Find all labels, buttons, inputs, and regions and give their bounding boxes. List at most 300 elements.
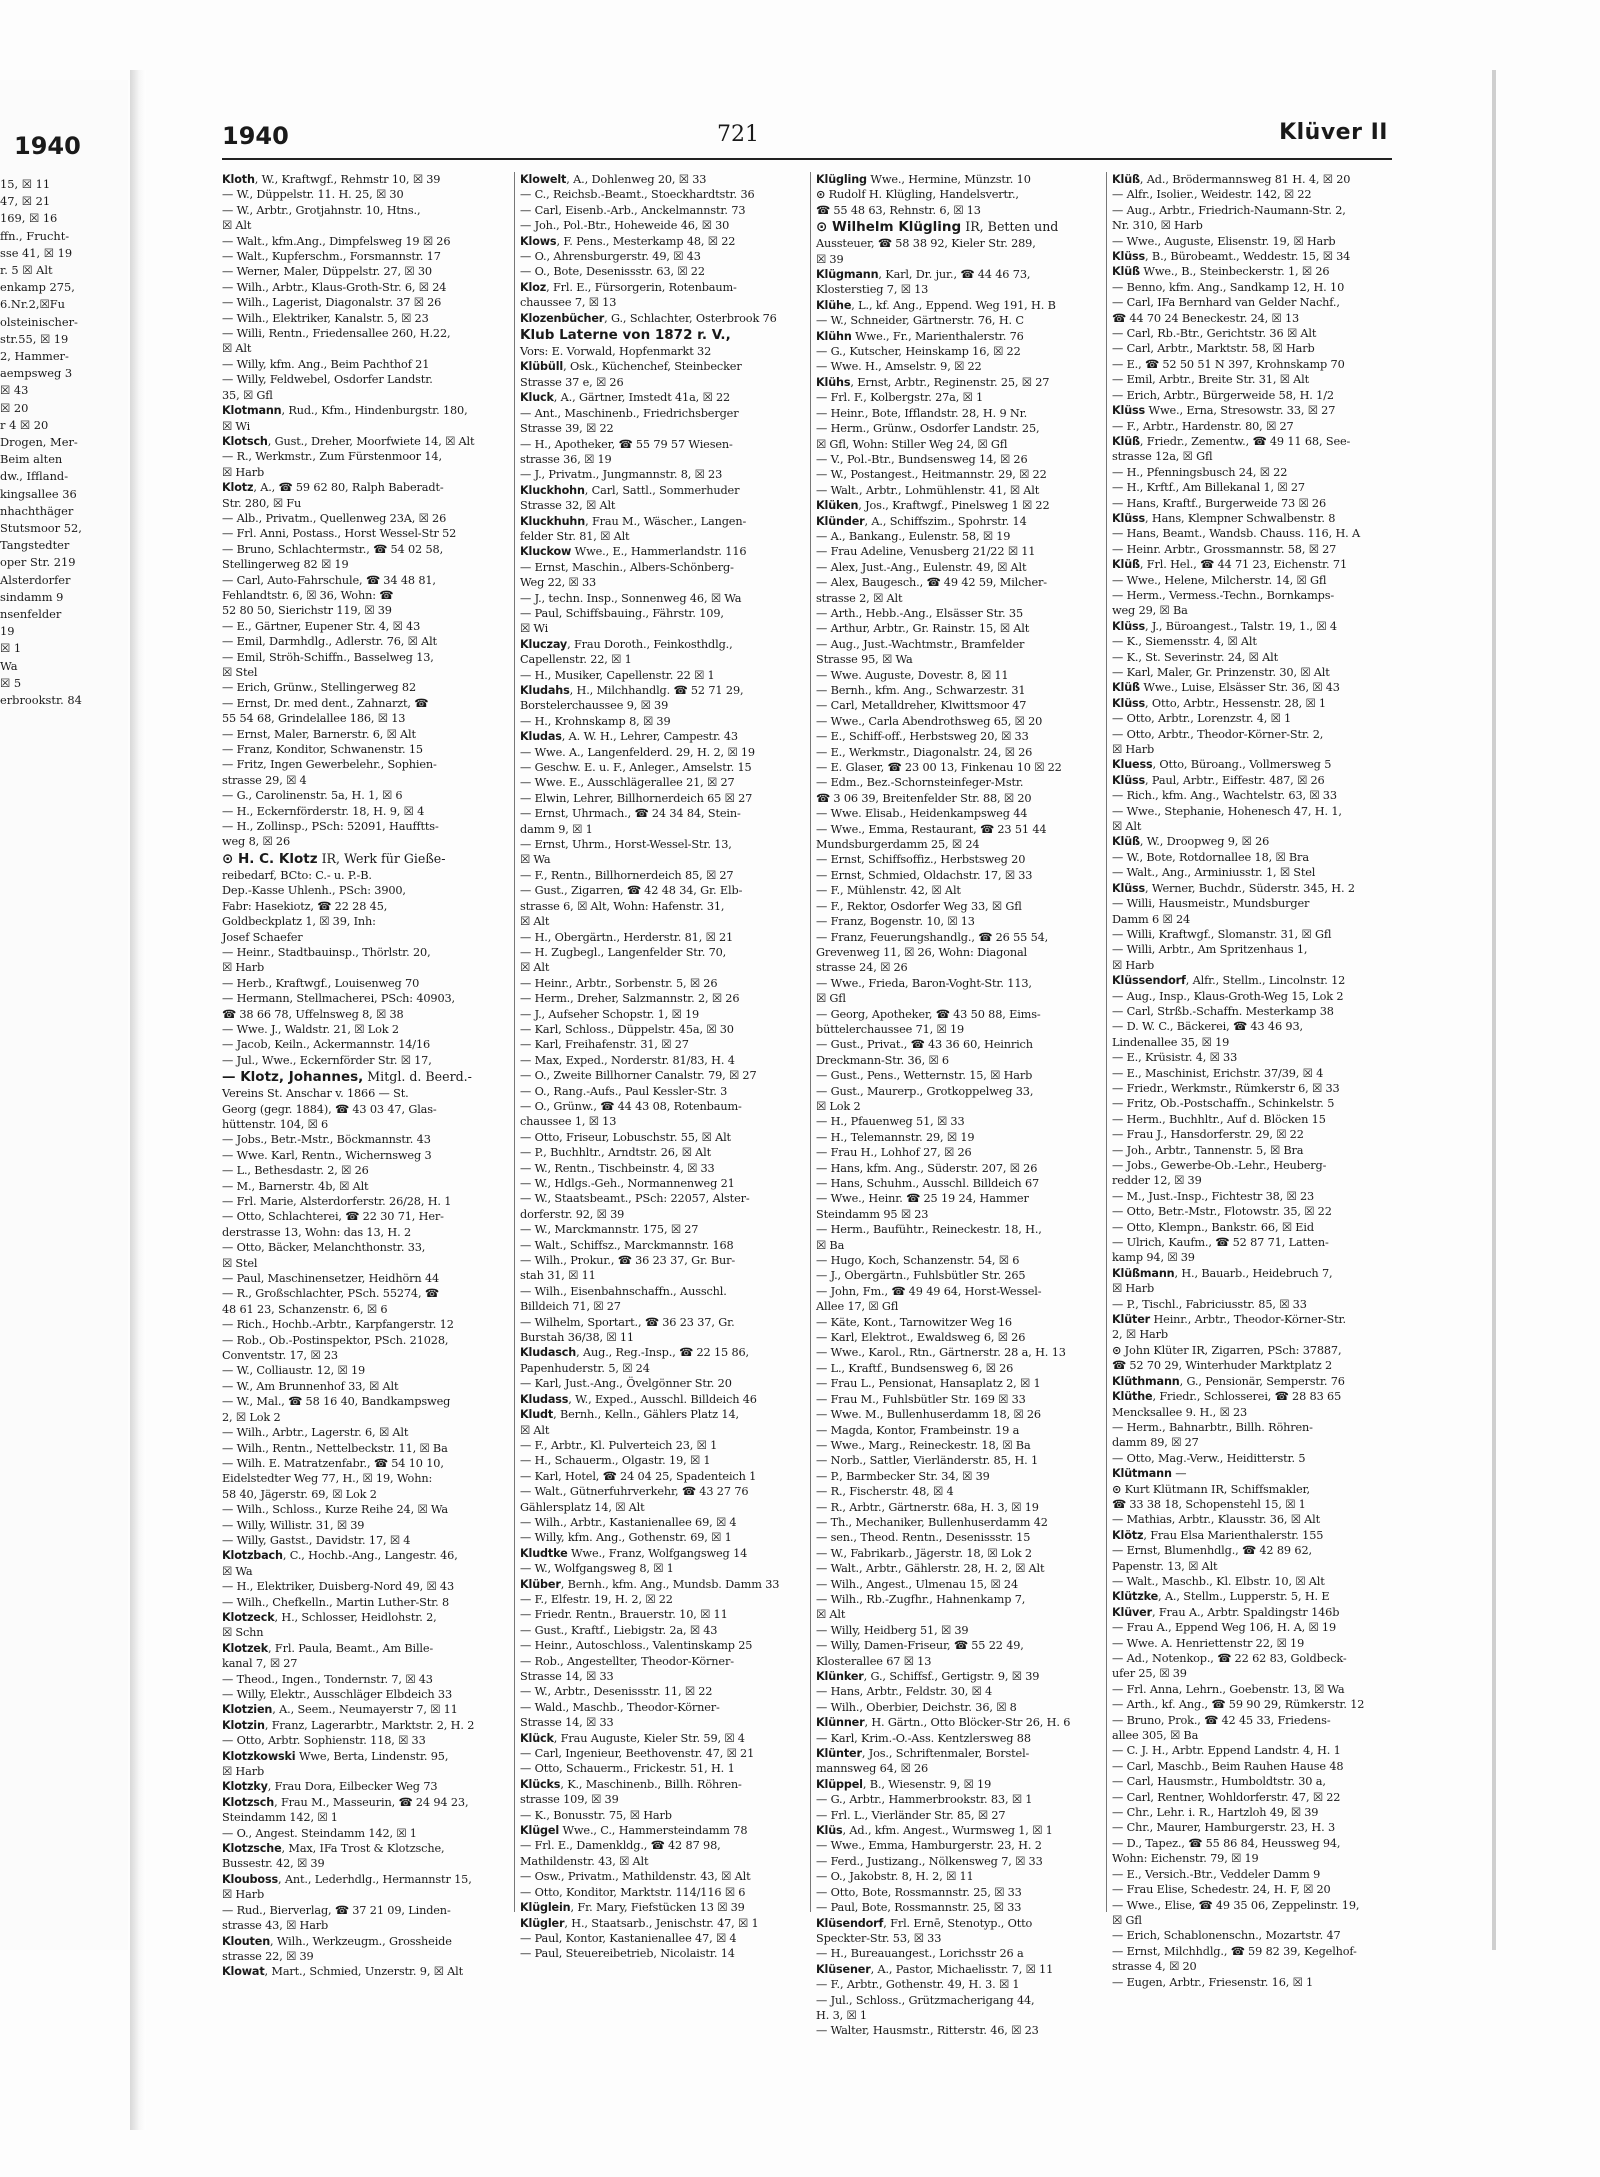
directory-entry [1112,881,1398,896]
directory-entry [222,1179,508,1194]
entry-details: , Frau M., Masseurin, ☎ 24 94 23, [274,1795,469,1809]
directory-entry [222,727,508,742]
entry-surname: ⊙ Wilhelm Klügling [816,219,962,236]
entry-details: Wwe., E., Hammerlandstr. 116 [571,545,747,559]
directory-entry [520,1407,806,1422]
entry-details: 58 40, Jägerstr. 69, ☒ Lok 2 [222,1487,377,1501]
entry-details: — Joh., Arbtr., Tannenstr. 5, ☒ Bra [1112,1143,1304,1157]
entry-details: 2, ☒ Lok 2 [222,1410,281,1424]
entry-details: ☒ Alt [222,219,252,233]
entry-surname: Klowat [222,1965,265,1979]
entry-details: — Alex, Baugesch., ☎ 49 42 59, Milcher- [816,576,1047,590]
entry-surname: Klück [520,1731,554,1745]
entry-details: — Aug., Arbtr., Friedrich-Naumann-Str. 2, [1112,203,1346,217]
entry-details: — Käte, Kont., Tarnowitzer Weg 16 [816,1315,1012,1329]
directory-entry [1112,742,1398,757]
directory-entry [1112,1019,1398,1034]
entry-surname: Klüss [1112,773,1146,787]
entry-details: Strasse 39, ☒ 22 [520,422,614,436]
directory-entry [816,1931,1102,1946]
entry-details: — Wwe., Carla Abendrothsweg 65, ☒ 20 [816,714,1043,728]
directory-entry [520,514,806,529]
entry-details: — Otto, Arbtr. Sophienstr. 118, ☒ 33 [222,1734,426,1748]
entry-details: Weg 22, ☒ 33 [520,576,597,590]
directory-entry [520,1869,806,1884]
entry-details: , Frau M., Wäscher., Langen- [585,514,747,528]
column-divider [514,172,515,1912]
entry-details: , G., Schiffsf., Gertigstr. 9, ☒ 39 [863,1670,1040,1683]
entry-details: — C. J. H., Arbtr. Eppend Landstr. 4, H. 1 [1112,1744,1341,1758]
directory-entry [1112,788,1398,803]
directory-entry [816,1916,1102,1931]
entry-details: , W., Kraftwgf., Rehmstr 10, ☒ 39 [254,173,441,186]
directory-entry [222,1379,508,1394]
entry-details: , L., kf. Ang., Eppend. Weg 191, H. B [851,298,1056,312]
directory-entry [816,452,1102,467]
entry-details: — D. W. C., Bäckerei, ☎ 43 46 93, [1112,1020,1303,1034]
directory-entry [1112,1867,1398,1882]
directory-entry [520,234,806,249]
entry-details: — W., Marckmannstr. 175, ☒ 27 [520,1223,699,1237]
entry-details: — Franz, Bogenstr. 10, ☒ 13 [816,915,975,929]
entry-surname: Klötz [1112,1528,1144,1542]
entry-details: , Frau Doroth., Feinkosthdlg., [567,637,733,651]
entry-surname: Klüthmann [1112,1374,1180,1388]
entry-details: Wwe., Erna, Stresowstr. 33, ☒ 27 [1145,404,1336,418]
entry-details: Strasse 14, ☒ 33 [520,1716,614,1730]
directory-entry [1112,1898,1398,1913]
directory-entry [816,1638,1102,1653]
directory-entry [816,1854,1102,1869]
entry-surname: Klüber [520,1577,561,1591]
entry-details: ☒ Alt [520,915,550,929]
entry-details: — Carl, Rentner, Wohldorferstr. 47, ☒ 22 [1112,1790,1341,1804]
entry-details: chaussee 7, ☒ 13 [520,296,617,310]
directory-entry [816,529,1102,544]
directory-entry [1112,1004,1398,1019]
directory-entry [222,1240,508,1255]
entry-details: , Frl. E., Fürsorgerin, Rotenbaum- [546,280,737,294]
entry-details: — Wald., Maschb., Theodor-Körner- [520,1700,720,1714]
directory-entry [1112,1497,1398,1512]
directory-entry [222,1610,508,1625]
directory-entry [520,775,806,790]
directory-entry [222,1887,508,1902]
entry-details: — Franz, Feuerungshandlg., ☎ 26 55 54, [816,930,1049,944]
entry-details: — Herm., Bahnarbtr., Billh. Röhren- [1112,1420,1313,1434]
entry-details: , Ant., Lederhdlg., Hermannstr 15, [277,1872,472,1886]
entry-details: — G., Carolinenstr. 5a, H. 1, ☒ 6 [222,789,403,803]
entry-surname: Kluckhohn [520,483,585,497]
directory-entry [520,991,806,1006]
entry-details: — H., Telemannstr. 29, ☒ 19 [816,1130,975,1144]
entry-details: , Frau Dora, Eilbecker Weg 73 [267,1780,438,1794]
entry-details: — Arth., Hebb.-Ang., Elsässer Str. 35 [816,606,1023,620]
entry-details: — Hermann, Stellmacherei, PSch: 40903, [222,992,455,1006]
entry-details: — Carl, Auto-Fahrschule, ☎ 34 48 81, [222,573,436,587]
directory-entry [222,1363,508,1378]
directory-entry [222,1518,508,1533]
entry-details: — H., Zollinsp., PSch: 52091, Haufftts- [222,820,439,834]
directory-entry [1112,1728,1398,1743]
entry-details: — W., Düppelstr. 11. H. 25, ☒ 30 [222,188,404,202]
directory-entry [222,1502,508,1517]
entry-details: , K., Maschinenb., Billh. Röhren- [560,1777,742,1791]
entry-details: IR, Betten und [961,219,1059,235]
entry-details: — Otto, Betr.-Mstr., Flotowstr. 35, ☒ 22 [1112,1205,1332,1219]
entry-details: ☒ Harb [1112,1282,1155,1296]
directory-entry [520,1238,806,1253]
facing-page-line: nhachthäger [0,503,74,518]
entry-columns [222,172,1392,2038]
entry-details: , Mart., Schmied, Unzerstr. 9, ☒ Alt [264,1965,464,1979]
entry-details: John Klüter IR, Zigarren, PSch: 37887, [1121,1343,1342,1357]
directory-entry [222,1037,508,1052]
directory-entry [222,1471,508,1486]
entry-details: — H., Apotheker, ☎ 55 79 57 Wiesen- [520,437,733,451]
directory-entry [520,822,806,837]
entry-surname: Klotz [222,481,254,495]
directory-entry [520,1931,806,1946]
entry-surname: Klüss [1112,511,1146,525]
directory-entry [520,344,806,359]
entry-details: — Chr., Maurer, Hamburgerstr. 23, H. 3 [1112,1821,1336,1835]
entry-details: — Paul, Schiffsbauing., Fährstr. 109, [520,606,724,620]
directory-entry [816,698,1102,713]
directory-entry [222,1702,508,1717]
directory-entry [222,480,508,495]
entry-details: , Karl, Dr. jur., ☎ 44 46 73, [878,268,1031,282]
entry-details: — Herm., Baufühtr., Reineckestr. 18, H., [816,1223,1042,1237]
directory-entry [520,914,806,929]
entry-details: ☒ Alt [520,1423,550,1437]
directory-entry [520,575,806,590]
entry-details: ☒ Ba [816,1238,845,1252]
directory-entry [520,1885,806,1900]
directory-entry [222,711,508,726]
entry-details: — H., Eckernförderstr. 18, H. 9, ☒ 4 [222,804,425,818]
entry-details: , H., Milchhandlg. ☎ 52 71 29, [569,684,744,697]
directory-entry [222,1934,508,1949]
entry-details: Dreckmann-Str. 36, ☒ 6 [816,1053,949,1067]
directory-entry [222,542,508,557]
directory-entry [222,650,508,665]
entry-details: Wwe., B., Steinbeckerstr. 1, ☒ 26 [1139,265,1330,279]
entry-details: — Walter, Hausmstr., Ritterstr. 46, ☒ 23 [816,2024,1039,2038]
directory-entry [520,1592,806,1607]
directory-entry [1112,1774,1398,1789]
entry-details: Gählersplatz 14, ☒ Alt [520,1500,645,1514]
entry-details: — D., Tapez., ☎ 55 86 84, Heussweg 94, [1112,1836,1341,1850]
directory-entry [816,1669,1102,1684]
directory-entry [816,806,1102,821]
entry-details: stah 31, ☒ 11 [520,1269,596,1283]
entry-surname: Klotsch [222,434,268,448]
directory-entry [1112,865,1398,880]
entry-surname: Klücks [520,1777,561,1791]
directory-entry [520,1392,806,1407]
entry-details: ☒ Wa [222,1564,253,1578]
directory-entry [520,1022,806,1037]
facing-page-line: ☒ 5 [0,675,22,690]
entry-details: , G., Pensionär, Semperstr. 76 [1179,1374,1345,1388]
directory-entry [222,1641,508,1656]
entry-details: — Hans, Kraftf., Burgerweide 73 ☒ 26 [1112,496,1327,510]
directory-entry [520,1854,806,1869]
entry-details: — Wilh., Schloss., Kurze Reihe 24, ☒ Wa [222,1503,448,1517]
entry-details: — W., Postangest., Heitmannstr. 29, ☒ 22 [816,468,1047,482]
directory-entry [816,1946,1102,1961]
entry-details: Papenstr. 13, ☒ Alt [1112,1559,1218,1573]
directory-entry [520,1515,806,1530]
directory-entry [816,1761,1102,1776]
directory-entry [520,1176,806,1191]
column-divider [810,172,811,1912]
entry-surname: Klüver [1112,1605,1152,1619]
directory-entry [1112,465,1398,480]
facing-page-line: oper Str. 219 [0,555,76,570]
directory-entry [520,1823,806,1838]
entry-details: — Ferd., Justizang., Nölkensweg 7, ☒ 33 [816,1854,1043,1868]
entry-details: — Frau L., Pensionat, Hansaplatz 2, ☒ 1 [816,1377,1041,1391]
facing-page-line: sindamm 9 [0,589,64,604]
entry-details: Burstah 36/38, ☒ 11 [520,1331,634,1345]
directory-entry [1112,973,1398,988]
directory-entry [816,745,1102,760]
directory-entry [1112,896,1398,911]
entry-details: — F., Elfestr. 19, H. 2, ☒ 22 [520,1592,673,1606]
directory-entry [816,1238,1102,1253]
entry-details: — Jobs., Betr.-Mstr., Böckmannstr. 43 [222,1133,431,1147]
directory-entry [520,745,806,760]
directory-entry [1112,1220,1398,1235]
directory-entry [222,680,508,695]
directory-entry [816,1962,1102,1977]
directory-entry [222,172,508,187]
entry-details: — W., Arbtr., Desenissstr. 11, ☒ 22 [520,1685,713,1699]
entry-details: — Otto, Friseur, Lobuschstr. 55, ☒ Alt [520,1130,731,1144]
entry-details: ☒ Wi [520,622,549,636]
entry-details: — O., Bote, Desenissstr. 63, ☒ 22 [520,265,705,279]
entry-details: — Ernst, Blumenhdlg., ☎ 42 89 62, [1112,1544,1312,1558]
directory-entry [816,575,1102,590]
entry-details: weg 8, ☒ 26 [222,835,290,849]
directory-entry [816,852,1102,867]
facing-page-line: enkamp 275, [0,280,75,295]
directory-entry [1112,264,1398,279]
directory-entry [1112,1790,1398,1805]
directory-entry [520,1423,806,1438]
directory-entry [222,773,508,788]
entry-details: — W., Wolfgangsweg 8, ☒ 1 [520,1562,674,1576]
entry-details: Nr. 310, ☒ Harb [1112,219,1203,233]
directory-entry [1112,1959,1398,1974]
column-3 [816,172,1102,2038]
entry-details: ☒ Harb [222,1765,265,1779]
directory-entry [1112,1666,1398,1681]
entry-details: strasse 2, ☒ Alt [816,591,903,605]
entry-details: — Wwe., Frieda, Baron-Voght-Str. 113, [816,976,1032,990]
directory-entry [1112,1944,1398,1959]
entry-details: — Joh., Pol.-Btr., Hoheweide 46, ☒ 30 [520,219,730,233]
directory-entry [520,1191,806,1206]
directory-entry [520,1623,806,1638]
entry-details: — Alb., Privatm., Quellenweg 23A, ☒ 26 [222,511,447,525]
directory-entry [222,696,508,711]
entry-details: — Wwe. E., Ausschlägerallee 21, ☒ 27 [520,776,735,790]
entry-details: — [1171,1467,1187,1481]
directory-entry [1112,1096,1398,1111]
entry-details: — Carl, Strßb.-Schaffn. Mesterkamp 38 [1112,1004,1334,1018]
entry-details: derstrasse 13, Wohn: das 13, H. 2 [222,1225,411,1239]
entry-details: — Wilh., Eisenbahnschaffn., Ausschl. [520,1284,727,1298]
entry-surname: Klügler [520,1916,565,1930]
entry-surname: Klüs [816,1824,843,1838]
entry-details: Steindamm 95 ☒ 23 [816,1207,929,1221]
entry-details: — W., Mal., ☎ 58 16 40, Bandkampsweg [222,1395,451,1409]
directory-entry [816,1423,1102,1438]
directory-entry [520,218,806,233]
directory-entry [1112,958,1398,973]
directory-entry [520,1315,806,1330]
directory-entry [520,1484,806,1499]
directory-entry [816,1746,1102,1761]
entry-details: — H. Zugbegl., Langenfelder Str. 70, [520,945,727,959]
entry-details: — Wwe., Stephanie, Hohenesch 47, H. 1, [1112,804,1342,818]
entry-details: — Wilh., Arbtr., Kastanienallee 69, ☒ 4 [520,1515,737,1529]
entry-details: , Aug., Reg.-Insp., ☎ 22 15 86, [576,1346,749,1360]
entry-details: — Arth., kf. Ang., ☎ 59 90 29, Rümkerstr. 12 [1112,1698,1365,1712]
directory-entry [222,899,508,914]
directory-entry [816,1561,1102,1576]
entry-details: — W., Colliaustr. 12, ☒ 19 [222,1364,366,1378]
directory-entry [222,603,508,618]
directory-entry [520,1607,806,1622]
entry-surname: Klotzek [222,1641,269,1655]
facing-page-fragment [0,80,128,1950]
entry-details: — Walt., Arbtr., Lohmühlenstr. 41, ☒ Alt [816,483,1040,497]
entry-details: strasse 109, ☒ 39 [520,1793,619,1807]
directory-entry [1112,1127,1398,1142]
entry-details: reibedarf, BCto: C.- u. P.-B. [222,868,372,882]
directory-entry [222,341,508,356]
directory-entry [520,1130,806,1145]
entry-details: mannsweg 64, ☒ 26 [816,1762,929,1776]
directory-entry [816,621,1102,636]
directory-entry [1112,727,1398,742]
directory-entry [1112,1173,1398,1188]
directory-entry [816,1823,1102,1838]
entry-details: — W., Arbtr., Grotjahnstr. 10, Htns., [222,203,421,217]
entry-details: ☒ Harb [222,465,265,479]
directory-entry [222,311,508,326]
entry-surname: Klub Laterne von 1872 r. V., [520,327,731,344]
entry-surname: Klüsener [816,1962,871,1976]
directory-entry [816,1700,1102,1715]
entry-details: — Paul, Kontor, Kastanienallee 47, ☒ 4 [520,1931,737,1945]
directory-entry [1112,1975,1398,1990]
entry-details: — Wilh., Rb.-Zugfhr., Hahnenkamp 7, [816,1592,1026,1606]
directory-entry [520,698,806,713]
directory-entry [222,1856,508,1871]
entry-surname: ⊙ [1112,1482,1122,1496]
directory-entry [816,1037,1102,1052]
directory-entry [520,1746,806,1761]
directory-entry [222,834,508,849]
entry-details: — Wilh., Lagerist, Diagonalstr. 37 ☒ 26 [222,296,442,310]
directory-entry [520,1530,806,1545]
directory-entry [222,203,508,218]
entry-details: — Frau A., Eppend Weg 106, H. A, ☒ 19 [1112,1621,1337,1635]
entry-details: — Max, Exped., Norderstr. 81/83, H. 4 [520,1053,735,1067]
entry-details: — Norb., Sattler, Vierländerstr. 85, H. 1 [816,1454,1039,1468]
entry-details: Strasse 95, ☒ Wa [816,653,913,667]
directory-entry [1112,1820,1398,1835]
directory-entry [222,1841,508,1856]
entry-details: — Ernst, Schmied, Oldachstr. 17, ☒ 33 [816,868,1033,882]
directory-entry [222,1163,508,1178]
entry-details: — Ad., Notenkop., ☎ 22 62 83, Goldbeck- [1112,1652,1347,1665]
directory-entry [816,1392,1102,1407]
directory-entry [222,1718,508,1733]
directory-entry [816,329,1102,344]
directory-entry [222,372,508,387]
directory-entry [222,449,508,464]
directory-entry [520,1638,806,1653]
directory-entry [520,1253,806,1268]
directory-entry [816,467,1102,482]
entry-details: — sen., Theod. Rentn., Desenissstr. 15 [816,1531,1031,1545]
directory-entry [1112,218,1398,233]
entry-details: ☒ Alt [222,342,252,356]
directory-entry [816,2023,1102,2038]
entry-details: Josef Schaefer [222,930,303,944]
directory-entry [816,991,1102,1006]
entry-details: — F., Rektor, Osdorfer Weg 33, ☒ Gfl [816,899,1022,913]
entry-details: — Wwe., Helene, Milcherstr. 14, ☒ Gfl [1112,573,1327,587]
entry-details: ☎ 33 38 18, Schopenstehl 15, ☒ 1 [1112,1497,1306,1511]
entry-details: , Max, IFa Trost & Klotzsche, [281,1842,445,1856]
directory-entry [816,1731,1102,1746]
entry-details: — E., Krüsistr. 4, ☒ 33 [1112,1051,1238,1065]
entry-details: 35, ☒ Gfl [222,388,273,402]
entry-details: — Wwe. M., Bullenhuserdamm 18, ☒ 26 [816,1408,1041,1422]
entry-surname: Klotzien [222,1703,273,1717]
entry-details: — Willi, Rentn., Friedensallee 260, H.22, [222,327,451,341]
directory-entry [816,1777,1102,1792]
entry-details: Wwe., C., Hammersteindamm 78 [559,1824,748,1838]
entry-details: — Willy, Gastst., Davidstr. 17, ☒ 4 [222,1533,411,1547]
entry-details: IR, Werk für Gieße- [317,850,446,866]
entry-details: , B., Wiesenstr. 9, ☒ 19 [862,1777,992,1791]
facing-page-year: 1940 [14,132,81,160]
entry-details: — Wilh., Chefkelln., Martin Luther-Str. 8 [222,1595,450,1609]
directory-entry [222,526,508,541]
directory-entry [1112,1389,1398,1404]
entry-surname: Klotzin [222,1718,265,1732]
directory-entry [816,1500,1102,1515]
directory-entry [1112,1189,1398,1204]
directory-entry [816,1084,1102,1099]
entry-details: — Geschw. E. u. F., Anleger., Amselstr. 15 [520,761,752,775]
entry-details: — Jul., Schloss., Grützmacherigang 44, [816,1993,1035,2007]
directory-entry [1112,1451,1398,1466]
entry-details: — Alex, Just.-Ang., Eulenstr. 49, ☒ Alt [816,560,1027,574]
directory-entry [222,1872,508,1887]
entry-details: kanal 7, ☒ 27 [222,1657,298,1671]
directory-entry [222,588,508,603]
entry-details: — R., Arbtr., Gärtnerstr. 68a, H. 3, ☒ 19 [816,1500,1039,1514]
